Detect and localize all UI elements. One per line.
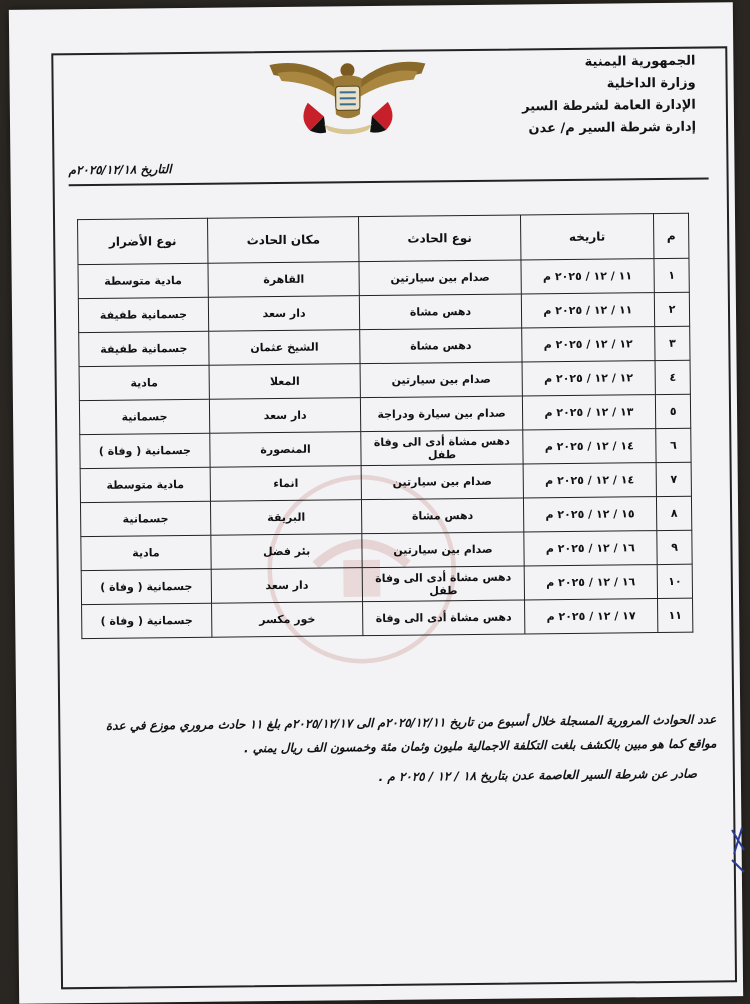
- header-line-ministry: وزارة الداخلية: [606, 75, 696, 92]
- cell-place: دار سعد: [208, 296, 360, 332]
- cell-type: صدام بين سيارتين: [360, 362, 522, 398]
- cell-type: صدام بين سيارتين: [362, 532, 524, 568]
- cell-place: خور مكسر: [211, 602, 363, 638]
- document-page: [9, 2, 743, 1004]
- cell-type: صدام بين سيارة ودراجة: [361, 396, 523, 432]
- cell-date: ١٢ / ١٢ / ٢٠٢٥ م: [522, 361, 656, 396]
- cell-place: المعلا: [209, 364, 361, 400]
- cell-type: صدام بين سيارتين: [361, 464, 523, 500]
- cell-damage: جسمانية: [79, 399, 209, 434]
- cell-damage: مادية: [81, 535, 211, 570]
- cell-damage: مادية: [79, 365, 209, 400]
- cell-date: ١٢ / ١٢ / ٢٠٢٥ م: [521, 327, 655, 362]
- header-line-directorate: الإدارة العامة لشرطة السير: [522, 97, 696, 115]
- table-header-row: [78, 213, 689, 264]
- cell-no: ١١: [658, 598, 693, 632]
- cell-place: البريقة: [210, 500, 362, 536]
- cell-type: دهس مشاة: [362, 498, 524, 534]
- cell-no: ٧: [656, 462, 691, 496]
- cell-date: ١٦ / ١٢ / ٢٠٢٥ م: [523, 531, 657, 566]
- cell-place: انماء: [210, 466, 362, 502]
- cell-place: الشيخ عثمان: [209, 330, 361, 366]
- cell-damage: جسمانية ( وفاة ): [80, 433, 210, 468]
- cell-no: ٩: [657, 530, 692, 564]
- col-header-damage: نوع الأضرار: [78, 218, 208, 264]
- cell-damage: جسمانية طفيفة: [78, 297, 208, 332]
- cell-no: ٢: [654, 292, 689, 326]
- cell-date: ١٧ / ١٢ / ٢٠٢٥ م: [524, 599, 658, 634]
- cell-type: دهس مشاة أدى الى وفاة طفل: [361, 430, 523, 466]
- col-header-place: مكان الحادث: [207, 217, 359, 264]
- cell-date: ١١ / ١٢ / ٢٠٢٥ م: [521, 259, 655, 294]
- cell-damage: جسمانية ( وفاة ): [81, 569, 211, 604]
- cell-damage: جسمانية: [80, 501, 210, 536]
- issuing-authority: [455, 51, 696, 142]
- edge-ink-mark-icon: [728, 820, 748, 880]
- header-line-republic: الجمهورية اليمنية: [584, 53, 696, 70]
- table-row: [82, 598, 693, 638]
- cell-no: ٤: [655, 360, 690, 394]
- cell-no: ٣: [655, 326, 690, 360]
- cell-place: دار سعد: [211, 568, 363, 604]
- cell-no: ٦: [656, 428, 691, 462]
- document-date: التاريخ ٢٠٢٥/١٢/١٨م: [68, 162, 172, 178]
- cell-date: ١٦ / ١٢ / ٢٠٢٥ م: [524, 565, 658, 600]
- cell-type: دهس مشاة أدى الى وفاة: [363, 600, 525, 636]
- cell-no: ٥: [656, 394, 691, 428]
- cell-place: دار سعد: [209, 398, 361, 434]
- cell-no: ٨: [657, 496, 692, 530]
- cell-damage: جسمانية طفيفة: [79, 331, 209, 366]
- cell-place: بئر فضل: [211, 534, 363, 570]
- cell-date: ١٤ / ١٢ / ٢٠٢٥ م: [522, 429, 656, 464]
- cell-date: ١١ / ١٢ / ٢٠٢٥ م: [521, 293, 655, 328]
- cell-date: ١٥ / ١٢ / ٢٠٢٥ م: [523, 497, 657, 532]
- cell-date: ١٣ / ١٢ / ٢٠٢٥ م: [522, 395, 656, 430]
- cell-type: صدام بين سيارتين: [359, 260, 521, 296]
- col-header-date: تاريخه: [520, 214, 654, 260]
- cell-damage: مادية متوسطة: [78, 263, 208, 298]
- cell-damage: مادية متوسطة: [80, 467, 210, 502]
- cell-damage: جسمانية ( وفاة ): [82, 603, 212, 638]
- issued-statement: صادر عن شرطة السير العاصمة عدن بتاريخ ١٨ / ١٢ / ٢٠٢٥ م .: [378, 766, 697, 784]
- cell-type: دهس مشاة أدى الى وفاة طفل: [363, 566, 525, 602]
- header-line-department: إدارة شرطة السير م/ عدن: [528, 119, 697, 137]
- col-header-no: م: [654, 213, 689, 258]
- cell-type: دهس مشاة: [360, 328, 522, 364]
- yemen-eagle-emblem-icon: [267, 51, 428, 137]
- accidents-table: [77, 213, 693, 639]
- cell-place: المنصورة: [210, 432, 362, 468]
- cell-place: القاهرة: [208, 262, 360, 298]
- cell-date: ١٤ / ١٢ / ٢٠٢٥ م: [523, 463, 657, 498]
- summary-paragraph: عدد الحوادث المرورية المسجلة خلال أسبوع من تاريخ ٢٠٢٥/١٢/١١م الى ٢٠٢٥/١٢/١٧م بلغ ١١ حادث مروري موزع في عدة مواقع كما هو مبين بالكشف بلغت التكلفة الاجمالية مليون وثمان مئة وخمسون الف ريال يمني .: [105, 712, 717, 756]
- cell-no: ١: [654, 258, 689, 292]
- cell-no: ١٠: [657, 564, 692, 598]
- cell-type: دهس مشاة: [360, 294, 522, 330]
- col-header-type: نوع الحادث: [359, 215, 521, 262]
